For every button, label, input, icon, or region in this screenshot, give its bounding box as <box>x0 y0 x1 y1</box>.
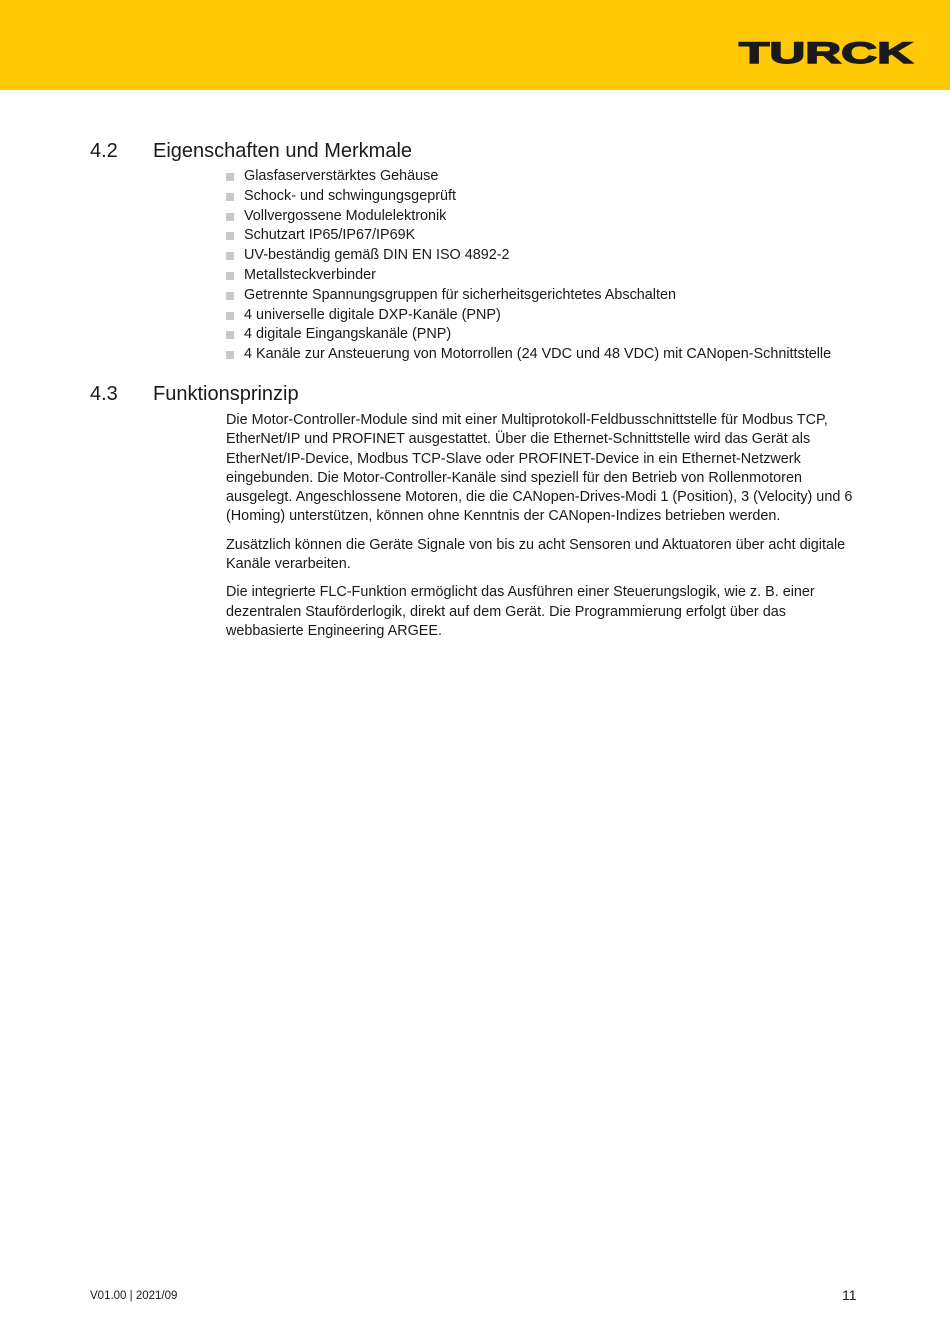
list-item-text: Schutzart IP65/IP67/IP69K <box>244 227 416 244</box>
list-item-text: Vollvergossene Modulelektronik <box>244 207 447 224</box>
list-item-text: 4 Kanäle zur Ansteuerung von Motorrollen (24 VDC und 48 VDC) mit CANopen-Schnittstelle <box>244 346 832 363</box>
list-item-text: Getrennte Spannungsgruppen für sicherheitsgerichtetes Abschalten <box>244 286 676 303</box>
bullet-square-icon <box>226 272 234 280</box>
list-item <box>226 167 866 187</box>
bullet-square-icon <box>226 213 234 221</box>
section-number: 4.2 <box>90 140 118 162</box>
bullet-square-icon <box>226 193 234 201</box>
list-item <box>226 306 866 326</box>
bullet-square-icon <box>226 232 234 240</box>
footer-version: V01.00 | 2021/09 <box>90 1290 178 1302</box>
bullet-square-icon <box>226 252 234 260</box>
bullet-square-icon <box>226 351 234 359</box>
list-item <box>226 286 866 306</box>
list-item <box>226 187 866 207</box>
bullet-square-icon <box>226 292 234 300</box>
logo-text: TURCK <box>739 38 914 68</box>
list-item-text: Schock- und schwingungsgeprüft <box>244 187 456 204</box>
section-number: 4.3 <box>90 383 118 405</box>
list-item <box>226 246 866 266</box>
paragraph: Die Motor-Controller-Module sind mit einer Multiprotokoll-Feldbusschnittstelle für Modbus TCP, EtherNet/IP und PROFINET ausgestattet. Über die Ethernet-Schnittstelle wird das Gerät als EtherNet/IP-Device, Modbus TCP-Slave oder PROFINET-Device in ein Ethernet-Netzwerk eingebunden. Die Motor-Controller-Kanäle sind speziell für den Betrieb von Rollenmotoren ausgelegt. Angeschlossene Motoren, die die CANopen-Drives-Modi 1 (Position), 3 (Velocity) und 6 (Homing) unterstützen, können ohne Kenntnis der CANopen-Indizes betrieben werden. <box>226 412 853 525</box>
list-item-text: UV-beständig gemäß DIN EN ISO 4892-2 <box>244 247 510 264</box>
bullet-square-icon <box>226 173 234 181</box>
list-item <box>226 207 866 227</box>
list-item-text: 4 digitale Eingangskanäle (PNP) <box>244 326 452 343</box>
header-band <box>0 0 950 90</box>
section-body <box>226 411 856 650</box>
list-item <box>226 266 866 286</box>
list-item-text: Glasfaserverstärktes Gehäuse <box>244 168 439 184</box>
paragraph: Zusätzlich können die Geräte Signale von bis zu acht Sensoren und Aktuatoren über acht digitale Kanäle verarbeiten. <box>226 536 846 573</box>
bullet-square-icon <box>226 312 234 320</box>
section-title: Eigenschaften und Merkmale <box>153 140 413 162</box>
bullet-square-icon <box>226 331 234 339</box>
paragraph: Die integrierte FLC-Funktion ermöglicht das Ausführen einer Steuerungslogik, wie z. B. einer dezentralen Stauförderlogik, direkt auf dem Gerät. Die Programmierung erfolgt über das webbasierte Engineering ARGEE. <box>226 584 815 639</box>
list-item-text: Metallsteckverbinder <box>244 266 376 283</box>
list-item <box>226 345 866 365</box>
feature-list <box>226 167 866 365</box>
list-item-text: 4 universelle digitale DXP-Kanäle (PNP) <box>244 306 501 323</box>
list-item <box>226 325 866 345</box>
page-number: 11 <box>842 1287 857 1303</box>
section-title: Funktionsprinzip <box>153 383 299 405</box>
list-item <box>226 226 866 246</box>
turck-logo <box>738 38 914 68</box>
